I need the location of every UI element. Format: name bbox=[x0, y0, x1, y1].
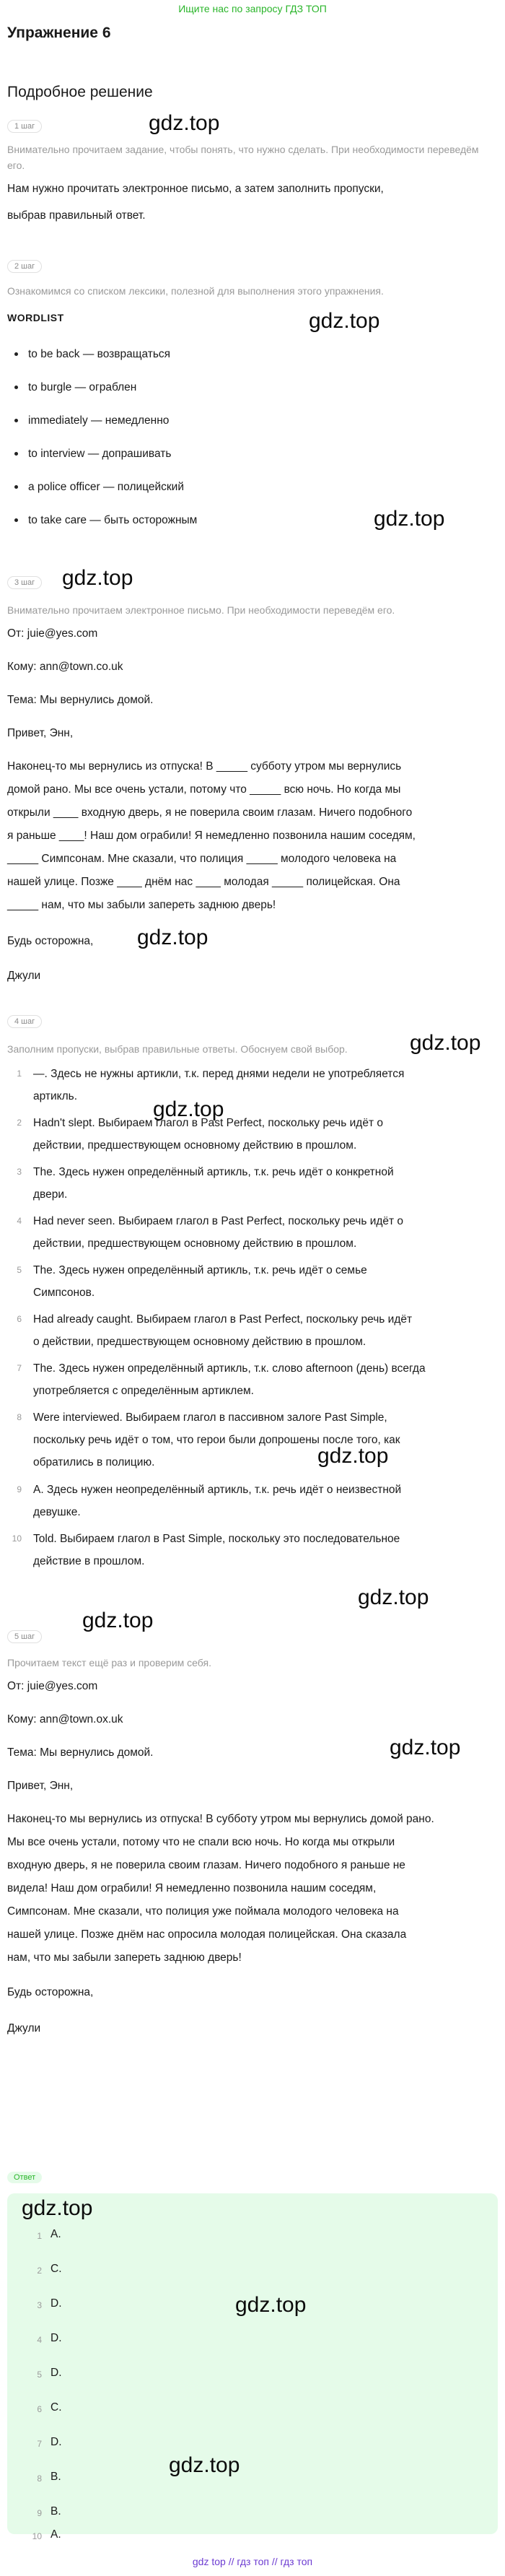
item-number: 7 bbox=[17, 1363, 22, 1373]
step-4-hint: Заполним пропуски, выбрав правильные ответы. Обоснуем свой выбор. bbox=[7, 1043, 348, 1055]
step-1-text-line: выбрав правильный ответ. bbox=[7, 209, 146, 222]
answer-number: 8 bbox=[37, 2473, 42, 2484]
explanation-line: —. Здесь не нужны артикли, т.к. перед днями недели не употребляется bbox=[33, 1068, 405, 1080]
explanation-line: Had already caught. Выбираем глагол в Past Perfect, поскольку речь идёт bbox=[33, 1313, 413, 1326]
watermark: gdz.top bbox=[149, 111, 220, 135]
step-5-badge: 5 шаг bbox=[7, 1630, 42, 1643]
explanation-line: о действии, предшествующем основному действию в прошлом. bbox=[33, 1336, 366, 1348]
watermark: gdz.top bbox=[358, 1585, 429, 1609]
watermark: gdz.top bbox=[390, 1736, 461, 1759]
answer-value: B. bbox=[50, 2505, 61, 2518]
answer-number: 1 bbox=[37, 2231, 42, 2241]
wordlist-item: a police officer — полицейский bbox=[14, 481, 184, 494]
wordlist-item: to burgle — ограблен bbox=[14, 381, 136, 394]
watermark: gdz.top bbox=[82, 1609, 154, 1632]
explanation-line: Had never seen. Выбираем глагол в Past Perfect, поскольку речь идёт о bbox=[33, 1215, 404, 1227]
explanation-line: The. Здесь нужен определённый артикль, т.к. слово afternoon (день) всегда bbox=[33, 1362, 426, 1375]
step-4-badge: 4 шаг bbox=[7, 1015, 42, 1028]
answer-badge: Ответ bbox=[7, 2172, 42, 2183]
email-body-line: Наконец-то мы вернулись из отпуска! В субботу утром мы вернулись домой рано. bbox=[7, 1813, 434, 1825]
answer-number: 3 bbox=[37, 2300, 42, 2310]
email-greeting: Привет, Энн, bbox=[7, 1780, 74, 1792]
answer-value: D. bbox=[50, 2332, 62, 2344]
email-closing: Будь осторожна, bbox=[7, 1986, 94, 1998]
answer-value: A. bbox=[50, 2228, 61, 2240]
email-body-line: _____ нам, что мы забыли запереть заднюю дверь! bbox=[7, 899, 276, 911]
email-from: От: juie@yes.com bbox=[7, 1680, 98, 1692]
step-2-badge: 2 шаг bbox=[7, 260, 42, 273]
answer-number: 5 bbox=[37, 2370, 42, 2380]
email-body-line: Наконец-то мы вернулись из отпуска! В _____ субботу утром мы вернулись bbox=[7, 760, 402, 773]
answer-value: C. bbox=[50, 2401, 62, 2414]
explanation-line: девушке. bbox=[33, 1506, 81, 1518]
explanation-line: The. Здесь нужен определённый артикль, т.к. речь идёт о конкретной bbox=[33, 1166, 394, 1178]
watermark: gdz.top bbox=[137, 926, 208, 949]
answer-value: D. bbox=[50, 2367, 62, 2379]
email-body-line: открыли ____ входную дверь, я не поверила своим глазам. Ничего подобного bbox=[7, 806, 413, 819]
page-title: Упражнение 6 bbox=[7, 25, 111, 41]
email-closing: Будь осторожна, bbox=[7, 935, 94, 947]
explanation-line: действие в прошлом. bbox=[33, 1555, 145, 1567]
item-number: 4 bbox=[17, 1216, 22, 1226]
explanation-line: артикль. bbox=[33, 1090, 78, 1102]
explanation-line: Hadn't slept. Выбираем глагол в Past Perfect, поскольку речь идёт о bbox=[33, 1117, 383, 1129]
watermark: gdz.top bbox=[153, 1097, 224, 1121]
email-body-line: Мы все очень устали, потому что не спали всю ночь. Но когда мы открыли bbox=[7, 1836, 395, 1848]
answer-number: 6 bbox=[37, 2404, 42, 2414]
explanation-line: употребляется с определённым артиклем. bbox=[33, 1385, 254, 1397]
step-3-badge: 3 шаг bbox=[7, 576, 42, 589]
item-number: 8 bbox=[17, 1412, 22, 1422]
explanation-line: Were interviewed. Выбираем глагол в пассивном залоге Past Simple, bbox=[33, 1411, 387, 1424]
email-to: Кому: ann@town.ox.uk bbox=[7, 1713, 123, 1726]
answer-number: 2 bbox=[37, 2266, 42, 2276]
email-signature: Джули bbox=[7, 2022, 41, 2035]
email-body-line: Симпсонам. Мне сказали, что полиция уже поймала молодого человека на bbox=[7, 1905, 399, 1918]
answer-value: C. bbox=[50, 2263, 62, 2275]
answer-value: D. bbox=[50, 2436, 62, 2448]
step-1-hint: Внимательно прочитаем задание, чтобы понять, что нужно сделать. При необходимости переведём его. bbox=[7, 144, 479, 171]
item-number: 5 bbox=[17, 1265, 22, 1275]
email-body-line: нашей улице. Позже днём нас опросила молодая полицейская. Она сказала bbox=[7, 1928, 407, 1941]
explanation-line: действии, предшествующем основному действию в прошлом. bbox=[33, 1237, 357, 1250]
answer-number: 9 bbox=[37, 2508, 42, 2518]
email-signature: Джули bbox=[7, 970, 41, 982]
answer-number: 4 bbox=[37, 2335, 42, 2345]
item-number: 3 bbox=[17, 1167, 22, 1177]
explanation-line: поскольку речь идёт о том, что герои были допрошены после того, как bbox=[33, 1434, 400, 1446]
wordlist-item: to interview — допрашивать bbox=[14, 448, 171, 461]
email-body-line: я раньше ____! Наш дом ограбили! Я немедленно позвонила нашим соседям, bbox=[7, 830, 416, 842]
top-banner[interactable]: Ищите нас по запросу ГДЗ ТОП bbox=[178, 3, 327, 14]
item-number: 1 bbox=[17, 1069, 22, 1079]
explanation-line: двери. bbox=[33, 1188, 68, 1201]
answer-number: 10 bbox=[32, 2531, 42, 2541]
email-body-line: нашей улице. Позже ____ днём нас ____ молодая _____ полицейская. Она bbox=[7, 876, 400, 888]
answer-box bbox=[7, 2193, 498, 2534]
explanation-line: The. Здесь нужен определённый артикль, т.к. речь идёт о семье bbox=[33, 1264, 367, 1276]
item-number: 9 bbox=[17, 1484, 22, 1494]
step-2-hint: Ознакомимся со списком лексики, полезной для выполнения этого упражнения. bbox=[7, 285, 384, 297]
explanation-line: обратились в полицию. bbox=[33, 1456, 155, 1468]
answer-number: 7 bbox=[37, 2439, 42, 2449]
watermark: gdz.top bbox=[62, 566, 133, 590]
email-subject: Тема: Мы вернулись домой. bbox=[7, 1746, 154, 1759]
item-number: 2 bbox=[17, 1118, 22, 1128]
watermark: gdz.top bbox=[309, 309, 380, 333]
email-subject: Тема: Мы вернулись домой. bbox=[7, 694, 154, 706]
step-1-badge: 1 шаг bbox=[7, 120, 42, 133]
watermark: gdz.top bbox=[22, 2196, 93, 2220]
watermark: gdz.top bbox=[235, 2293, 307, 2317]
explanation-line: A. Здесь нужен неопределённый артикль, т.к. речь идёт о неизвестной bbox=[33, 1484, 402, 1496]
email-body-line: _____ Симпсонам. Мне сказали, что полиция _____ молодого человека на bbox=[7, 853, 397, 865]
answer-value: D. bbox=[50, 2297, 62, 2310]
wordlist-item: to take care — быть осторожным bbox=[14, 514, 197, 527]
email-greeting: Привет, Энн, bbox=[7, 727, 74, 739]
explanation-line: действии, предшествующем основному действию в прошлом. bbox=[33, 1139, 357, 1152]
watermark: gdz.top bbox=[410, 1031, 481, 1055]
item-number: 6 bbox=[17, 1314, 22, 1324]
step-1-text-line: Нам нужно прочитать электронное письмо, а затем заполнить пропуски, bbox=[7, 183, 384, 195]
wordlist-item: immediately — немедленно bbox=[14, 414, 169, 427]
watermark: gdz.top bbox=[169, 2453, 240, 2477]
wordlist-title: WORDLIST bbox=[7, 312, 64, 323]
watermark: gdz.top bbox=[317, 1444, 389, 1468]
item-number: 10 bbox=[12, 1533, 22, 1544]
watermark: gdz.top bbox=[374, 507, 445, 531]
explanation-line: Told. Выбираем глагол в Past Simple, поскольку это последовательное bbox=[33, 1533, 400, 1545]
email-from: От: juie@yes.com bbox=[7, 627, 98, 640]
explanation-line: Симпсонов. bbox=[33, 1287, 95, 1299]
email-body-line: видела! Наш дом ограбили! Я немедленно позвонила нашим соседям, bbox=[7, 1882, 377, 1894]
email-to: Кому: ann@town.co.uk bbox=[7, 661, 123, 673]
bottom-links[interactable]: gdz top // гдз топ // гдз топ bbox=[192, 2556, 313, 2567]
email-body-line: домой рано. Мы все очень устали, потому что _____ всю ночь. Но когда мы bbox=[7, 783, 401, 796]
wordlist-item: to be back — возвращаться bbox=[14, 348, 170, 361]
section-subtitle: Подробное решение bbox=[7, 84, 153, 100]
email-body-line: входную дверь, я не поверила своим глазам. Ничего подобного я раньше не bbox=[7, 1859, 405, 1871]
email-body-line: нам, что мы забыли запереть заднюю дверь! bbox=[7, 1951, 242, 1964]
answer-value: B. bbox=[50, 2471, 61, 2483]
step-3-hint: Внимательно прочитаем электронное письмо. При необходимости переведём его. bbox=[7, 604, 395, 616]
step-5-hint: Прочитаем текст ещё раз и проверим себя. bbox=[7, 1657, 211, 1668]
answer-value: A. bbox=[50, 2528, 61, 2541]
